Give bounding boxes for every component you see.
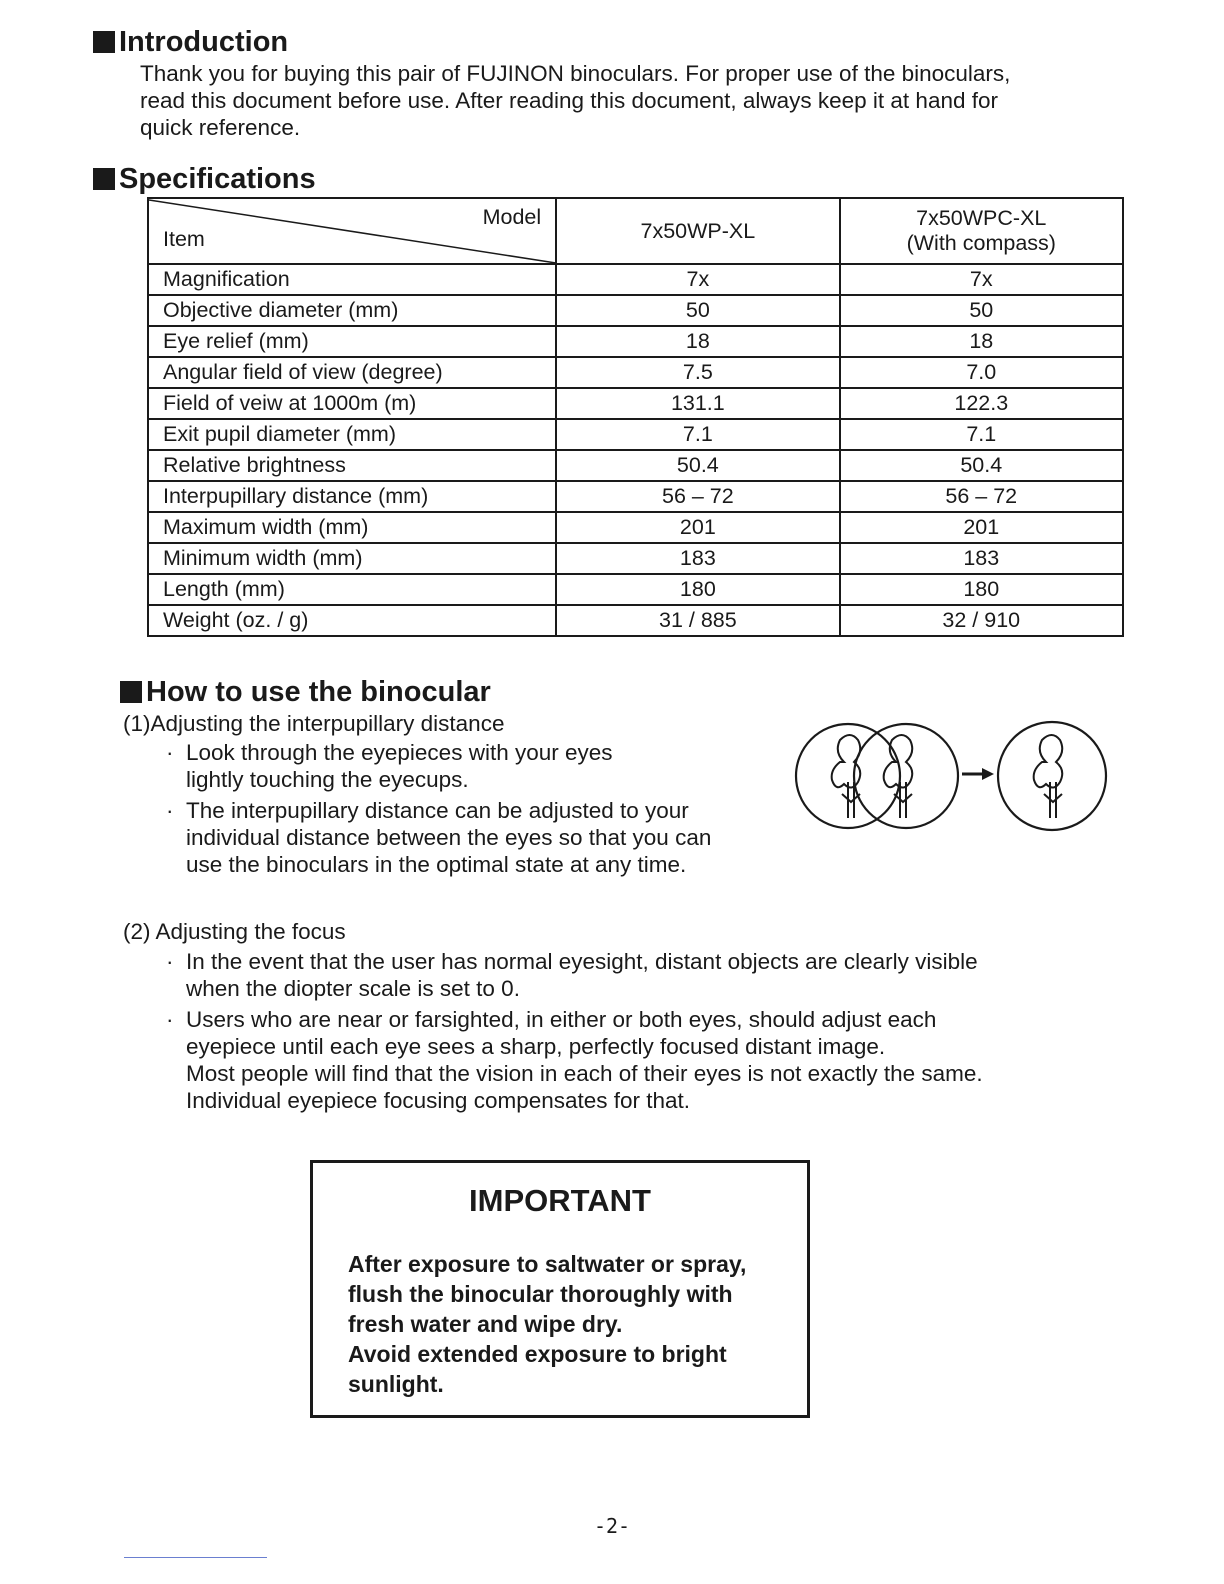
- specifications-title: Specifications: [119, 163, 316, 195]
- spec-value-wp-xl: 7.5: [556, 357, 839, 388]
- intro-line: Thank you for buying this pair of FUJINON binoculars. For proper use of the binoculars,: [140, 61, 1011, 86]
- column-header-note: (With compass): [906, 231, 1056, 255]
- important-line: flush the binocular thoroughly with: [348, 1281, 733, 1307]
- bullet-line: individual distance between the eyes so that you can: [186, 825, 712, 850]
- bullet-dot: ·: [166, 798, 174, 823]
- spec-value-wp-xl: 180: [556, 574, 839, 605]
- spec-value-wpc-xl: 180: [840, 574, 1123, 605]
- arrow-right-icon: [962, 768, 994, 780]
- spec-value-wp-xl: 18: [556, 326, 839, 357]
- spec-item: Magnification: [148, 264, 556, 295]
- bullet-dot: ·: [166, 949, 174, 974]
- bullet-line: In the event that the user has normal eyesight, distant objects are clearly visible: [186, 949, 978, 974]
- bullet-line: The interpupillary distance can be adjusted to your: [186, 798, 689, 823]
- section-marker-icon: [120, 681, 142, 703]
- bullet-item: [166, 797, 711, 878]
- spec-value-wpc-xl: 122.3: [840, 388, 1123, 419]
- spec-value-wpc-xl: 50.4: [840, 450, 1123, 481]
- important-body: [348, 1249, 746, 1399]
- spec-item: Maximum width (mm): [148, 512, 556, 543]
- spec-value-wpc-xl: 201: [840, 512, 1123, 543]
- step1-bullets: [166, 739, 711, 878]
- table-row: [148, 481, 1123, 512]
- bullet-line: Look through the eyepieces with your eyes: [186, 740, 613, 765]
- merged-view-circle: [998, 722, 1106, 830]
- tree-icon: [1034, 735, 1063, 818]
- bullet-item: [166, 739, 711, 793]
- bullet-line: Users who are near or farsighted, in either or both eyes, should adjust each: [186, 1007, 937, 1032]
- table-row: [148, 419, 1123, 450]
- spec-value-wpc-xl: 32 / 910: [840, 605, 1123, 636]
- table-row: [148, 543, 1123, 574]
- howto-title: How to use the binocular: [146, 676, 491, 708]
- column-header-wp-xl: 7x50WP-XL: [556, 198, 839, 264]
- step2-title: (2) Adjusting the focus: [123, 919, 346, 944]
- table-row: [148, 605, 1123, 636]
- table-row: [148, 450, 1123, 481]
- section-marker-icon: [93, 168, 115, 190]
- important-notice-box: [310, 1160, 810, 1418]
- important-line: sunlight.: [348, 1371, 444, 1397]
- table-header-row: [148, 198, 1123, 264]
- spec-value-wp-xl: 201: [556, 512, 839, 543]
- spec-value-wp-xl: 131.1: [556, 388, 839, 419]
- intro-line: read this document before use. After reading this document, always keep it at hand for: [140, 88, 998, 113]
- introduction-heading: [93, 26, 288, 58]
- bullet-line: use the binoculars in the optimal state at any time.: [186, 852, 687, 877]
- bullet-item: [166, 948, 983, 1002]
- spec-item: Length (mm): [148, 574, 556, 605]
- header-diagonal-cell: [148, 198, 556, 264]
- bullet-item: [166, 1006, 983, 1114]
- tree-icon: [832, 735, 861, 818]
- spec-value-wp-xl: 183: [556, 543, 839, 574]
- spec-value-wp-xl: 56 – 72: [556, 481, 839, 512]
- spec-item: Angular field of view (degree): [148, 357, 556, 388]
- spec-value-wp-xl: 7x: [556, 264, 839, 295]
- table-row: [148, 264, 1123, 295]
- howto-heading: [120, 676, 491, 708]
- important-line: fresh water and wipe dry.: [348, 1311, 623, 1337]
- item-label: Item: [163, 227, 205, 251]
- page-number: -2-: [593, 1514, 631, 1538]
- spec-item: Interpupillary distance (mm): [148, 481, 556, 512]
- step2-bullets: [166, 948, 983, 1114]
- spec-value-wpc-xl: 183: [840, 543, 1123, 574]
- bullet-line: Individual eyepiece focusing compensates for that.: [186, 1088, 691, 1113]
- spec-value-wp-xl: 7.1: [556, 419, 839, 450]
- spec-value-wp-xl: 50: [556, 295, 839, 326]
- introduction-title: Introduction: [119, 26, 289, 58]
- bullet-line: Most people will find that the vision in each of their eyes is not exactly the same.: [186, 1061, 983, 1086]
- tree-icon: [884, 735, 913, 818]
- section-marker-icon: [93, 31, 115, 53]
- specifications-heading: [93, 163, 316, 195]
- spec-value-wpc-xl: 56 – 72: [840, 481, 1123, 512]
- table-row: [148, 388, 1123, 419]
- column-header-model: 7x50WPC-XL: [916, 206, 1047, 230]
- important-title: IMPORTANT: [469, 1183, 651, 1218]
- spec-value-wpc-xl: 50: [840, 295, 1123, 326]
- table-row: [148, 512, 1123, 543]
- table-row: [148, 574, 1123, 605]
- column-header-wpc-xl: [840, 198, 1123, 264]
- table-row: [148, 326, 1123, 357]
- table-row: [148, 357, 1123, 388]
- important-line: Avoid extended exposure to bright: [348, 1341, 727, 1367]
- footer-divider: [124, 1557, 267, 1558]
- specifications-table: [147, 197, 1124, 637]
- interpupillary-illustration: [794, 718, 1114, 840]
- spec-item: Field of veiw at 1000m (m): [148, 388, 556, 419]
- bullet-dot: ·: [166, 1007, 174, 1032]
- spec-value-wpc-xl: 18: [840, 326, 1123, 357]
- bullet-line: eyepiece until each eye sees a sharp, perfectly focused distant image.: [186, 1034, 886, 1059]
- spec-item: Weight (oz. / g): [148, 605, 556, 636]
- spec-value-wpc-xl: 7x: [840, 264, 1123, 295]
- spec-item: Exit pupil diameter (mm): [148, 419, 556, 450]
- step1-title: (1)Adjusting the interpupillary distance: [123, 711, 505, 736]
- spec-value-wpc-xl: 7.0: [840, 357, 1123, 388]
- introduction-text: [140, 60, 1010, 141]
- spec-item: Eye relief (mm): [148, 326, 556, 357]
- bullet-dot: ·: [166, 740, 174, 765]
- intro-line: quick reference.: [140, 115, 301, 140]
- spec-value-wp-xl: 31 / 885: [556, 605, 839, 636]
- spec-value-wpc-xl: 7.1: [840, 419, 1123, 450]
- bullet-line: lightly touching the eyecups.: [186, 767, 469, 792]
- table-row: [148, 295, 1123, 326]
- spec-item: Objective diameter (mm): [148, 295, 556, 326]
- important-line: After exposure to saltwater or spray,: [348, 1251, 747, 1277]
- bullet-line: when the diopter scale is set to 0.: [186, 976, 520, 1001]
- spec-value-wp-xl: 50.4: [556, 450, 839, 481]
- model-label: Model: [482, 205, 542, 229]
- spec-item: Minimum width (mm): [148, 543, 556, 574]
- spec-item: Relative brightness: [148, 450, 556, 481]
